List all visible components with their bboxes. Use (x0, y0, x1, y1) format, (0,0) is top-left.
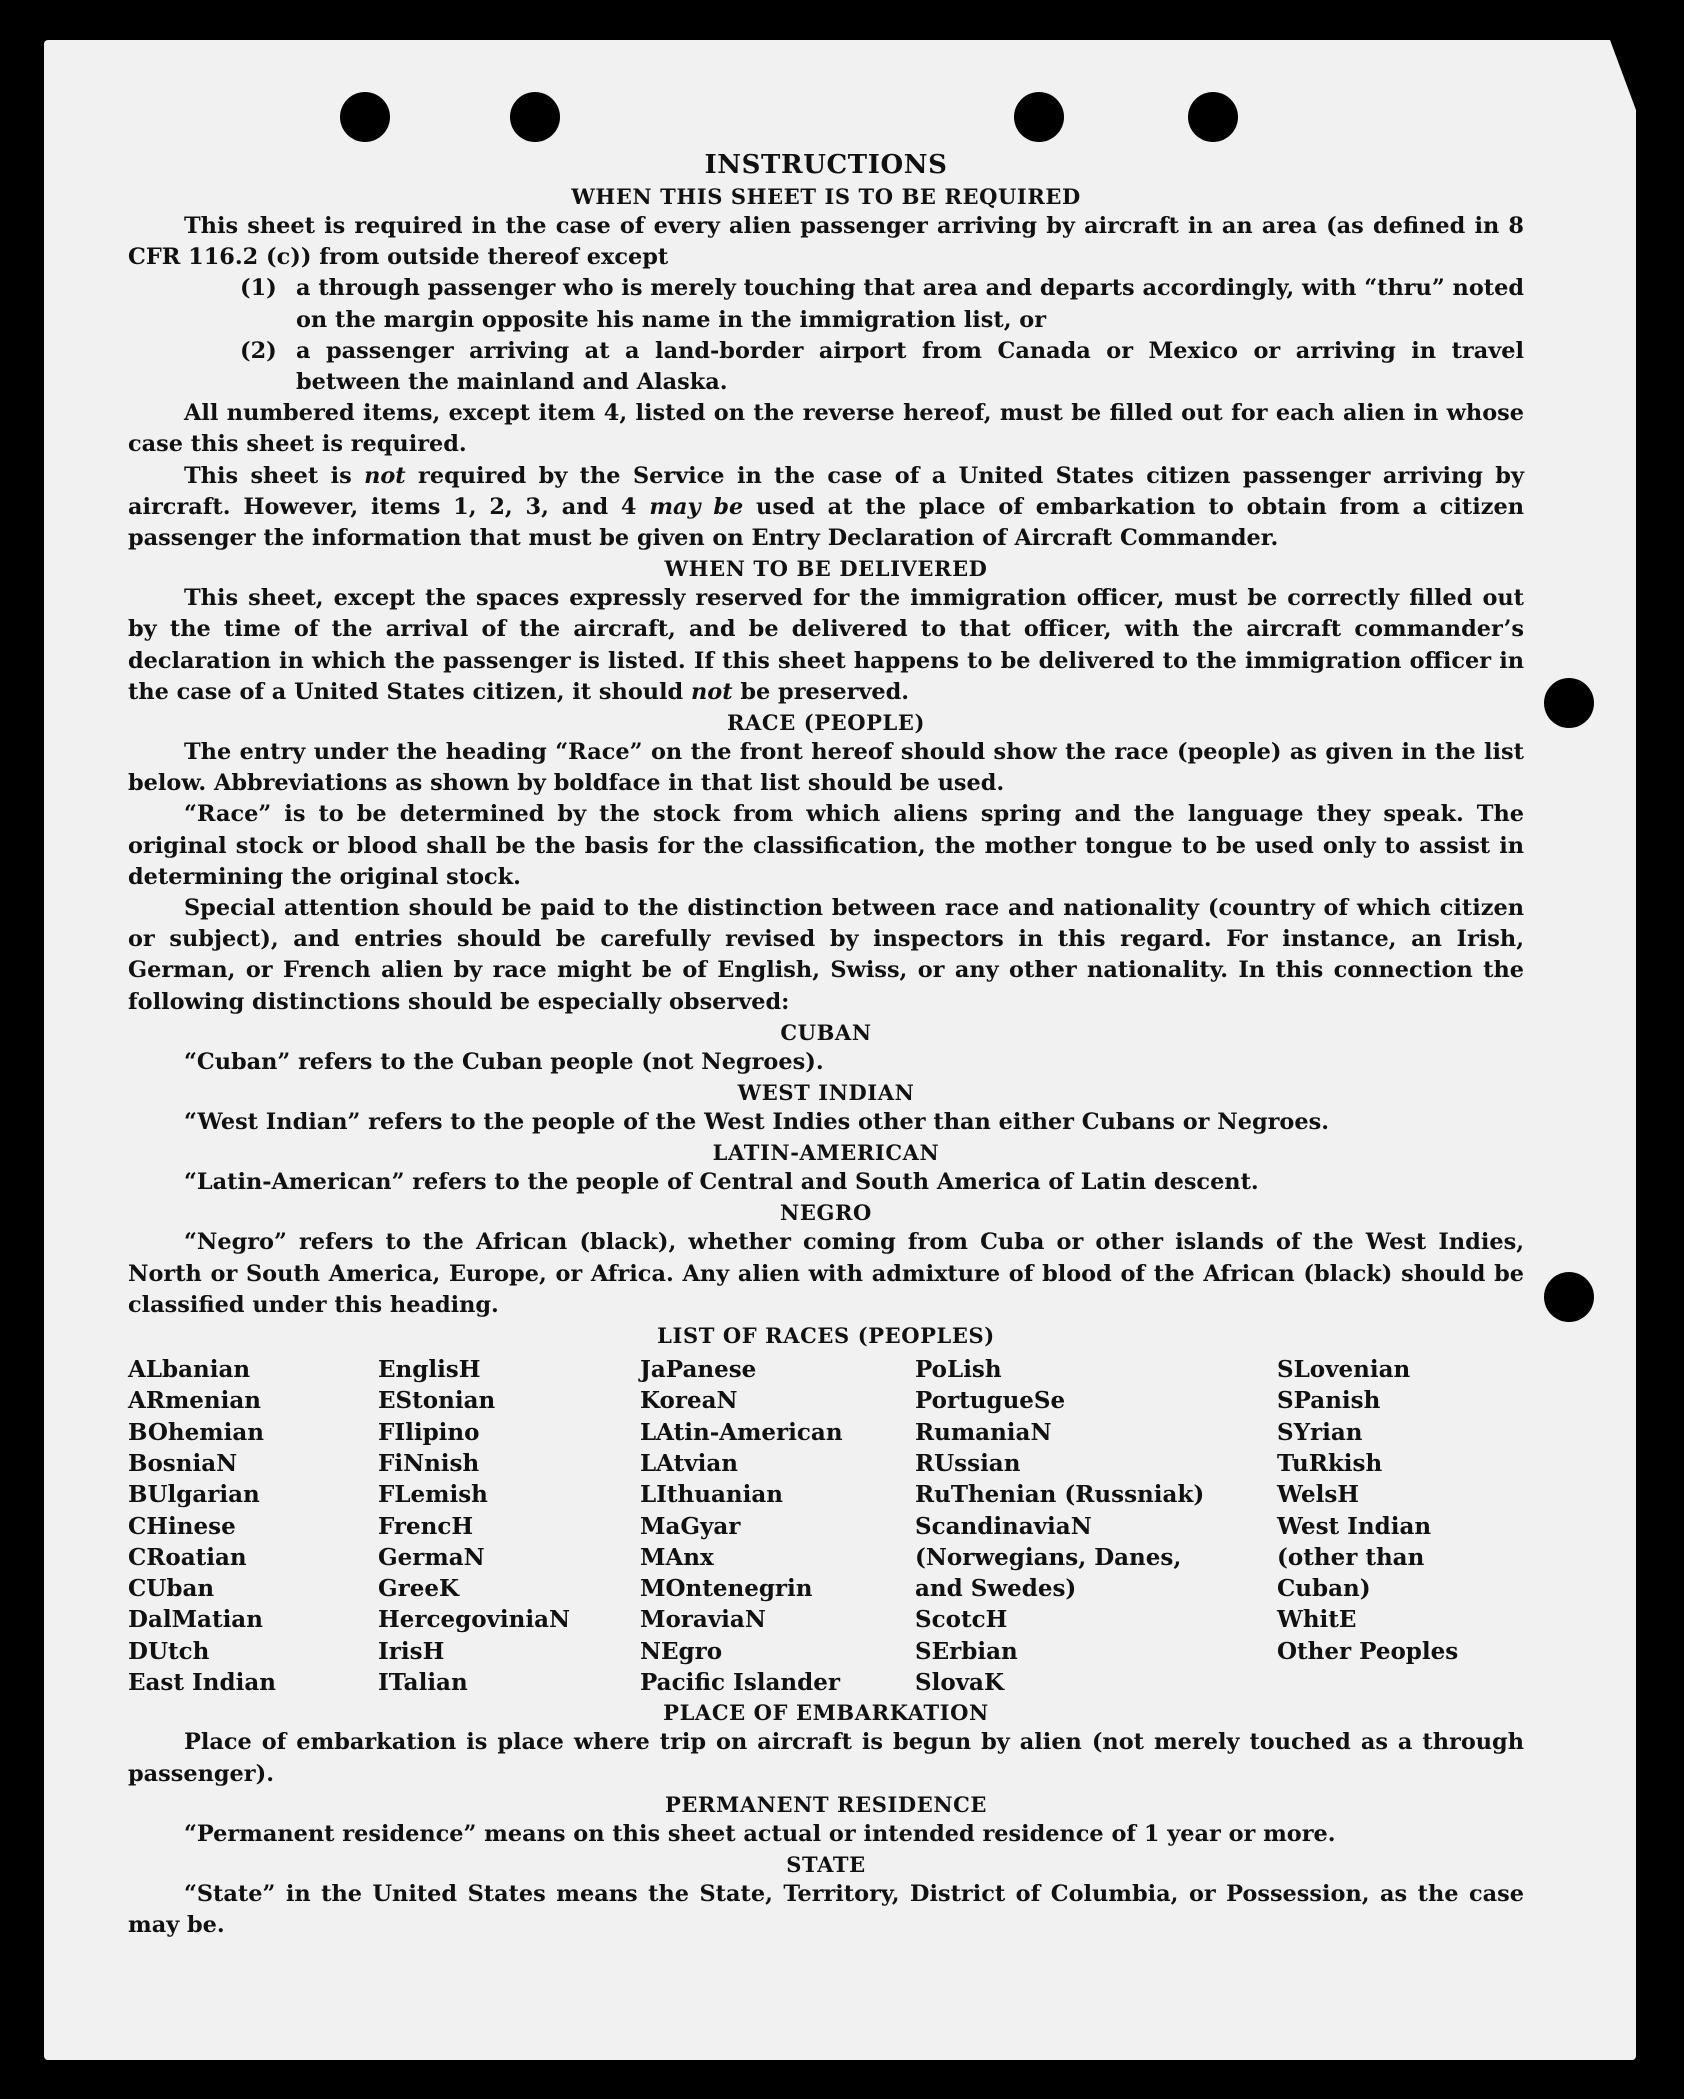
emphasis: not (691, 678, 733, 705)
paragraph: “Cuban” refers to the Cuban people (not Negroes). (184, 1048, 824, 1075)
race-entry: WhitE (1277, 1606, 1357, 1634)
paragraph: “Latin-American” refers to the people of Central and South America of Latin descent. (184, 1169, 1259, 1196)
text-run: This sheet, except the spaces expressly reserved for the immigration officer, must be correctly filled out by the time of the arrival of the aircraft, and be delivered to that officer, with the aircraft commander’s declaration in which the passenger is listed. If this sheet happens to be delivered to the immigration officer in the case of a United States citizen, it should (128, 585, 1524, 705)
race-entry: MAnx (640, 1543, 714, 1571)
race-entry: BOhemian (128, 1418, 264, 1446)
race-entry: DalMatian (128, 1606, 263, 1634)
race-entry: EStonian (378, 1387, 496, 1415)
item-text: a through passenger who is merely touching that area and departs accordingly, with “thru” noted on the margin opposite his name in the immigration list, or (296, 275, 1524, 333)
section-heading: PERMANENT RESIDENCE (664, 1791, 988, 1817)
race-entry: WelsH (1277, 1481, 1360, 1509)
races-column (640, 1354, 915, 1698)
punch-hole (340, 92, 390, 142)
punch-hole (510, 92, 560, 142)
race-entry: SPanish (1277, 1387, 1381, 1415)
section-heading: NEGRO (780, 1200, 872, 1226)
folded-corner (1610, 40, 1636, 110)
race-entry: RUssian (915, 1449, 1021, 1477)
race-entry: EnglisH (378, 1356, 481, 1384)
punch-hole (1544, 678, 1594, 728)
race-entry: PoLish (915, 1356, 1002, 1384)
section-heading: LATIN-AMERICAN (712, 1140, 940, 1166)
section-heading: WEST INDIAN (737, 1080, 915, 1106)
race-entry: BUlgarian (128, 1481, 260, 1509)
races-column (128, 1354, 378, 1698)
document-content (128, 148, 1524, 1941)
race-entry: SErbian (915, 1637, 1018, 1665)
race-entry: Other Peoples (1277, 1637, 1459, 1665)
race-entry: LAtvian (640, 1449, 738, 1477)
race-entry: West Indian (other than Cuban) (1277, 1512, 1432, 1603)
section-heading: PLACE OF EMBARKATION (663, 1700, 989, 1726)
race-entry: RuThenian (Russniak) (915, 1481, 1205, 1509)
race-entry: MaGyar (640, 1512, 741, 1540)
race-entry: ITalian (378, 1669, 468, 1697)
paragraph: “State” in the United States means the State, Territory, District of Columbia, or Possession, as the case may be. (128, 1880, 1524, 1939)
paragraph: “Negro” refers to the African (black), whether coming from Cuba or other islands of the West Indies, North or South America, Europe, or Africa. Any alien with admixture of blood of the African (black) should be classified under this heading. (128, 1229, 1524, 1318)
race-entry: KoreaN (640, 1387, 738, 1415)
paragraph: The entry under the heading “Race” on the front hereof should show the race (people) as given in the list below. Abbreviations as shown by boldface in that list should be used. (128, 739, 1524, 797)
race-entry: JaPanese (640, 1356, 757, 1384)
race-entry: LIthuanian (640, 1481, 783, 1509)
race-entry: CRoatian (128, 1543, 247, 1571)
section-heading: WHEN THIS SHEET IS TO BE REQUIRED (571, 184, 1081, 209)
section-heading: CUBAN (780, 1019, 872, 1045)
race-entry: LAtin-American (640, 1418, 843, 1446)
race-entry: ARmenian (128, 1387, 262, 1415)
paragraph: Special attention should be paid to the distinction between race and nationality (country of which citizen or subject), and entries should be carefully revised by inspectors in this regard. For instance, an Irish, German, or French alien by race might be of English, Swiss, or any other nationality. In this connection the following distinctions should be especially observed: (128, 895, 1524, 1015)
races-column (378, 1354, 640, 1698)
race-entry: FiNnish (378, 1449, 480, 1477)
emphasis: may be (649, 493, 744, 520)
text-run: required by the Service in the case of a United States citizen passenger arriving by aircraft. However, items 1, 2, 3, and 4 (128, 462, 1524, 520)
paragraph: “Permanent residence” means on this sheet actual or intended residence of 1 year or more. (184, 1820, 1336, 1847)
race-entry: ScotcH (915, 1606, 1008, 1634)
race-entry: IrisH (378, 1637, 445, 1665)
punch-hole (1014, 92, 1064, 142)
paragraph: Place of embarkation is place where trip on aircraft is begun by alien (not merely touched as a through passenger). (128, 1729, 1524, 1787)
race-entry: CUban (128, 1575, 215, 1603)
punch-hole (1544, 1272, 1594, 1322)
list-item (128, 273, 1524, 335)
text-run: used at the place of embarkation to obtain from a citizen passenger the information that must be given on Entry Declaration of Aircraft Commander. (128, 493, 1524, 552)
race-entry: SYrian (1277, 1418, 1363, 1446)
section-heading: STATE (786, 1851, 866, 1877)
race-entry: MOntenegrin (640, 1575, 813, 1603)
section-heading: WHEN TO BE DELIVERED (664, 556, 988, 582)
paragraph: This sheet is required in the case of every alien passenger arriving by aircraft in an area (as defined in 8 CFR 116.2 (c)) from outside thereof except (128, 213, 1524, 271)
paragraph: “Race” is to be determined by the stock from which aliens spring and the language they speak. The original stock or blood shall be the basis for the classification, the mother tongue to be used only to assist in determining the original stock. (128, 801, 1524, 890)
race-entry: PortugueSe (915, 1387, 1066, 1415)
race-entry: NEgro (640, 1637, 723, 1665)
paragraph (128, 461, 1524, 555)
race-entry: GermaN (378, 1543, 485, 1571)
race-entry: SLovenian (1277, 1356, 1411, 1384)
punch-hole (1188, 92, 1238, 142)
emphasis: not (364, 462, 406, 489)
race-entry: FLemish (378, 1481, 488, 1509)
list-item (128, 336, 1524, 398)
text-run: This sheet is (184, 462, 365, 489)
races-column (915, 1354, 1277, 1698)
race-entry: SlovaK (915, 1669, 1004, 1697)
text-run: be preserved. (732, 678, 910, 705)
races-column (1277, 1354, 1524, 1698)
race-entry: DUtch (128, 1637, 210, 1665)
race-entry: FrencH (378, 1512, 474, 1540)
item-number: (2) (240, 337, 277, 364)
race-entry: RumaniaN (915, 1418, 1052, 1446)
race-entry: MoraviaN (640, 1606, 766, 1634)
race-entry: TuRkish (1277, 1449, 1383, 1477)
item-number: (1) (240, 275, 277, 302)
race-entry: CHinese (128, 1512, 236, 1540)
paragraph (128, 583, 1524, 708)
race-entry: East Indian (128, 1669, 276, 1697)
item-text: a passenger arriving at a land-border airport from Canada or Mexico or arriving in travel between the mainland and Alaska. (296, 337, 1524, 396)
paragraph: All numbered items, except item 4, listed on the reverse hereof, must be filled out for each alien in whose case this sheet is required. (128, 400, 1524, 458)
race-entry: ALbanian (128, 1356, 251, 1384)
race-entry: Pacific Islander (640, 1669, 840, 1697)
races-table (128, 1354, 1524, 1698)
section-heading: LIST OF RACES (PEOPLES) (657, 1323, 995, 1349)
race-entry: ScandinaviaN (Norwegians, Danes, and Swedes) (915, 1512, 1182, 1603)
race-entry: FIlipino (378, 1418, 480, 1446)
race-entry: BosniaN (128, 1449, 238, 1477)
page-title: INSTRUCTIONS (704, 150, 948, 180)
race-entry: HercegoviniaN (378, 1606, 571, 1634)
race-entry: GreeK (378, 1575, 460, 1603)
paragraph: “West Indian” refers to the people of the West Indies other than either Cubans or Negroes. (184, 1109, 1329, 1136)
section-heading: RACE (PEOPLE) (726, 710, 926, 736)
